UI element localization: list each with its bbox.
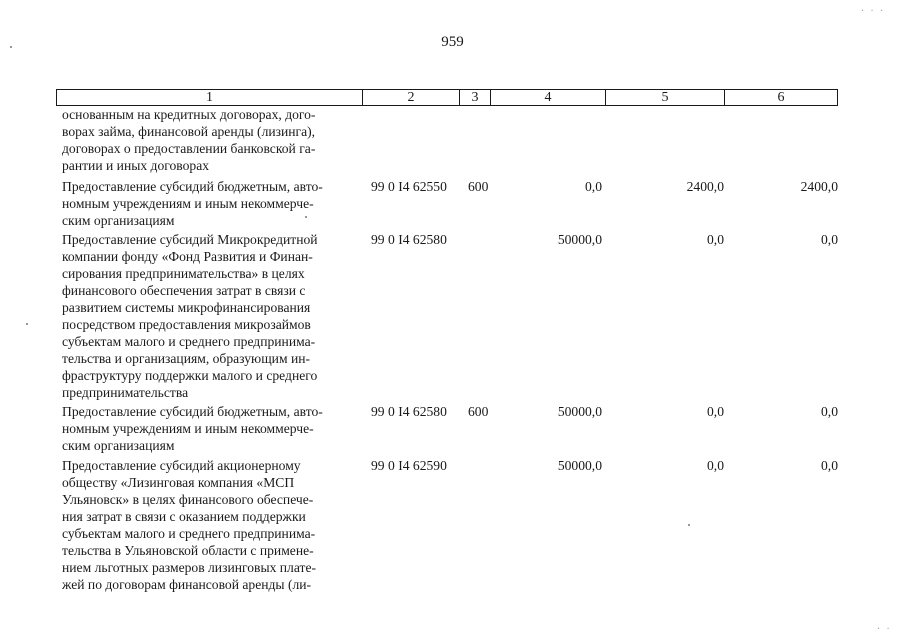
row-amount-col6: 0,0 [821, 232, 838, 247]
description-line: Предоставление субсидий Микрокредитной [62, 232, 318, 247]
row-description [62, 403, 360, 454]
column-header-6: 6 [725, 90, 838, 106]
row-amount-col4: 0,0 [585, 179, 602, 194]
row-expense-group: 600 [468, 404, 489, 419]
description-line: ским организациям [62, 213, 175, 228]
row-amount-col5: 0,0 [707, 404, 724, 419]
row-description [62, 106, 360, 174]
row-amount-col4: 50000,0 [557, 232, 602, 247]
description-line: сирования предпринимательства» в целях [62, 266, 305, 281]
description-line: договорах о предоставлении банковской га- [62, 141, 316, 156]
row-amount-col6: 2400,0 [800, 179, 838, 194]
page-number: 959 [441, 34, 464, 50]
scan-speck [26, 323, 28, 325]
description-line: жей по договорам финансовой аренды (ли- [62, 577, 312, 592]
description-line: Ульяновск» в целях финансового обеспече- [62, 492, 314, 507]
row-amount-col4: 50000,0 [557, 458, 602, 473]
scan-speck [10, 46, 12, 48]
row-target-code: 99 0 I4 62590 [371, 458, 447, 473]
description-line: тельства в Ульяновской области с примене- [62, 543, 314, 558]
column-header-2: 2 [363, 90, 460, 106]
row-amount-col5: 0,0 [707, 232, 724, 247]
description-line: субъектам малого и среднего предпринима- [62, 334, 316, 349]
description-line: развитием системы микрофинансирования [62, 300, 311, 315]
column-header-4: 4 [491, 90, 606, 106]
column-header-1: 1 [57, 90, 363, 106]
description-line: посредством предоставления микрозаймов [62, 317, 311, 332]
row-expense-group: 600 [468, 179, 489, 194]
description-line: номным учреждениям и иным некоммерче- [62, 421, 314, 436]
description-line: обществу «Лизинговая компания «МСП [62, 475, 295, 490]
row-target-code: 99 0 I4 62580 [371, 232, 447, 247]
description-line: ворах займа, финансовой аренды (лизинга), [62, 124, 316, 139]
column-header-3: 3 [460, 90, 491, 106]
description-line: компании фонду «Фонд Развития и Финан- [62, 249, 313, 264]
row-target-code: 99 0 I4 62580 [371, 404, 447, 419]
description-line: ским организациям [62, 438, 175, 453]
description-line: предпринимательства [62, 385, 189, 400]
description-line: фраструктуру поддержки малого и среднего [62, 368, 318, 383]
description-line: номным учреждениям и иным некоммерче- [62, 196, 314, 211]
row-description [62, 231, 360, 401]
scan-speck [305, 216, 307, 218]
row-amount-col5: 2400,0 [686, 179, 724, 194]
description-line: субъектам малого и среднего предпринима- [62, 526, 316, 541]
description-line: финансового обеспечения затрат в связи с [62, 283, 306, 298]
description-line: нием льготных размеров лизинговых плате- [62, 560, 317, 575]
description-line: тельства и организациям, образующим ин- [62, 351, 311, 366]
description-line: Предоставление субсидий акционерному [62, 458, 301, 473]
column-header-5: 5 [606, 90, 725, 106]
row-target-code: 99 0 I4 62550 [371, 179, 447, 194]
scan-speck [688, 524, 690, 526]
scan-corner-mark: · · · [860, 6, 885, 15]
row-description [62, 178, 360, 229]
row-amount-col4: 50000,0 [557, 404, 602, 419]
row-amount-col5: 0,0 [707, 458, 724, 473]
row-amount-col6: 0,0 [821, 404, 838, 419]
row-amount-col6: 0,0 [821, 458, 838, 473]
description-line: Предоставление субсидий бюджетным, авто- [62, 404, 323, 419]
description-line: основанным на кредитных договорах, дого- [62, 107, 316, 122]
scan-corner-mark: · · [876, 624, 891, 633]
row-description [62, 457, 360, 593]
description-line: Предоставление субсидий бюджетным, авто- [62, 179, 323, 194]
description-line: ния затрат в связи с оказанием поддержки [62, 509, 306, 524]
description-line: рантии и иных договорах [62, 158, 210, 173]
